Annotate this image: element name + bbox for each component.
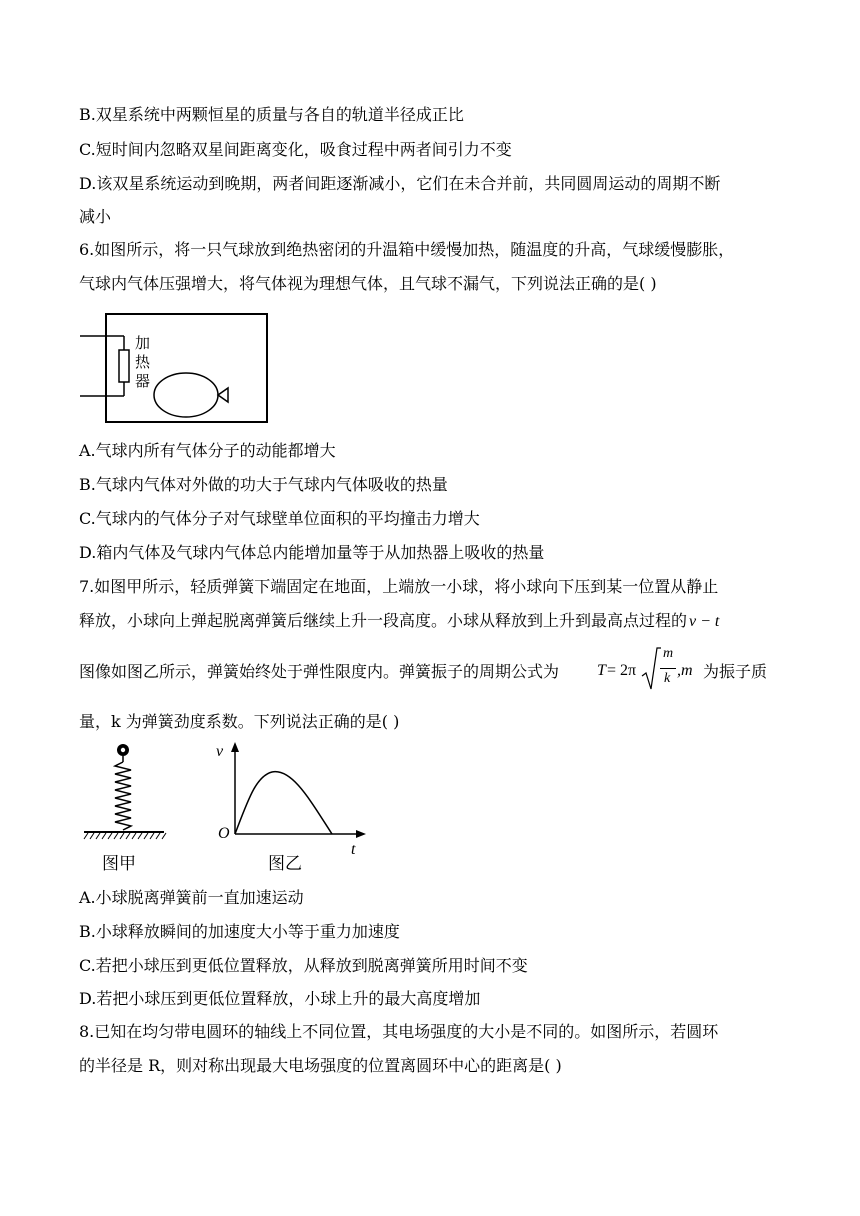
q5-option-d-line2: 减小: [79, 207, 112, 226]
q7-stem-line2-text: 释放，小球向上弹起脱离弹簧后继续上升一段高度。小球从释放到上升到最高点过程的: [79, 611, 688, 630]
formula-denominator: k: [664, 671, 671, 686]
heater-label-char-2: 热: [135, 353, 151, 371]
formula-m: ,m: [677, 662, 693, 679]
axis-v-label: v: [216, 743, 224, 760]
fig-b-caption: 图乙: [268, 854, 302, 874]
q7-option-d: D.若把小球压到更低位置释放，小球上升的最大高度增加: [79, 989, 481, 1008]
formula-numerator: m: [663, 646, 674, 661]
q6-stem-line1: 6.如图所示，将一只气球放到绝热密闭的升温箱中缓慢加热，随温度的升高，气球缓慢膨胀，: [79, 240, 735, 259]
heater-resistor: [119, 350, 129, 382]
q8-stem-line1: 8.已知在均匀带电圆环的轴线上不同位置，其电场强度的大小是不同的。如图所示，若圆环: [79, 1022, 719, 1041]
spring: [115, 762, 131, 830]
q7-vt-symbol: v − t: [689, 613, 720, 630]
q5-option-d-line1: D.该双星系统运动到晚期，两者间距逐渐减小，它们在未合并前，共同圆周运动的周期不断: [79, 174, 721, 193]
q7-option-a: A.小球脱离弹簧前一直加速运动: [79, 888, 304, 907]
fig-a-caption: 图甲: [102, 854, 136, 874]
q6-option-d: D.箱内气体及气球内气体总内能增加量等于从加热器上吸收的热量: [79, 543, 545, 562]
q7-stem-line2: [79, 611, 719, 632]
q8-stem-line2: 的半径是 R，则对称出现最大电场强度的位置离圆环中心的距离是( ): [79, 1056, 562, 1075]
q7-stem-line3-text: 图像如图乙所示，弹簧始终处于弹性限度内。弹簧振子的周期公式为: [79, 662, 560, 681]
q7-stem-line3-end: 为振子质: [703, 662, 768, 681]
q6-heater-box-figure: [76, 308, 276, 426]
q7-stem-line3: [79, 662, 559, 682]
fraction-bar: [660, 668, 676, 669]
insulated-box: [106, 314, 267, 422]
formula-T: T: [597, 662, 606, 679]
q6-option-c: C.气球内的气体分子对气球壁单位面积的平均撞击力增大: [79, 509, 480, 528]
q6-option-b: B.气球内气体对外做的功大于气球内气体吸收的热量: [79, 475, 448, 494]
q5-option-b: B.双星系统中两颗恒星的质量与各自的轨道半径成正比: [79, 105, 464, 124]
balloon: [154, 373, 218, 417]
vt-curve: [235, 772, 332, 834]
balloon-knot: [218, 388, 228, 402]
q7-period-formula: [597, 640, 717, 700]
formula-2pi: = 2π: [607, 662, 637, 679]
heater-label-char-3: 器: [135, 372, 151, 390]
q7-option-c: C.若把小球压到更低位置释放，从释放到脱离弹簧所用时间不变: [79, 956, 528, 975]
q5-option-c: C.短时间内忽略双星间距离变化，吸食过程中两者间引力不变: [79, 140, 512, 159]
sqrt-sign: [641, 646, 661, 692]
axis-t-label: t: [351, 841, 356, 858]
q6-option-a: A.气球内所有气体分子的动能都增大: [79, 441, 336, 460]
q7-option-b: B.小球释放瞬间的加速度大小等于重力加速度: [79, 922, 400, 941]
q6-stem-line2: 气球内气体压强增大，将气体视为理想气体，且气球不漏气，下列说法正确的是( ): [79, 274, 657, 293]
q7-stem-line4: 量，k 为弹簧劲度系数。下列说法正确的是( ): [79, 712, 400, 731]
heater-label-char-1: 加: [135, 334, 151, 352]
q7-figure-spring: [80, 740, 170, 880]
q7-stem-line1: 7.如图甲所示，轻质弹簧下端固定在地面，上端放一小球，将小球向下压到某一位置从静止: [79, 577, 719, 596]
q7-figure-vt-graph: [210, 740, 370, 880]
origin-label: O: [218, 825, 230, 842]
